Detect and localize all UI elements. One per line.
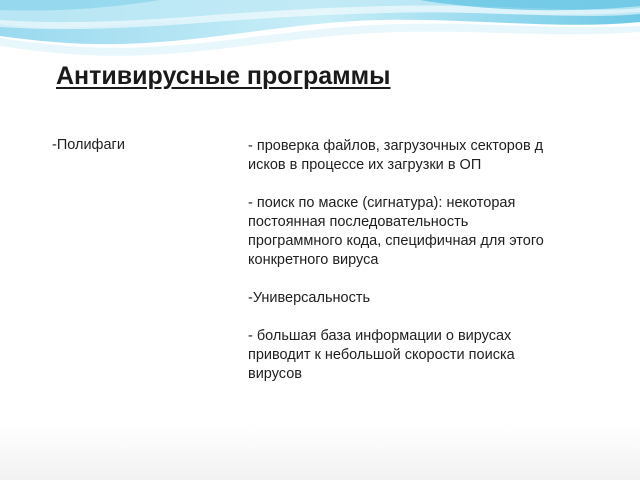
- text-line: - проверка файлов, загрузочных секторов д: [248, 138, 544, 154]
- wave-decoration: [0, 0, 640, 70]
- text-line: - поиск по маске (сигнатура): некоторая: [248, 195, 516, 211]
- description-block-database: [248, 327, 583, 384]
- text-line: - большая база информации о вирусах: [248, 328, 512, 344]
- text-line: постоянная последовательность: [248, 214, 469, 230]
- description-block-signature: [248, 194, 583, 270]
- category-label: -Полифаги: [52, 137, 125, 153]
- text-line: программного кода, специфичная для этого: [248, 233, 544, 249]
- text-line: исков в процессе их загрузки в ОП: [248, 157, 482, 173]
- slide-title: Антивирусные программы: [56, 62, 391, 90]
- description-block-universality: [248, 289, 583, 308]
- text-line: вирусов: [248, 366, 302, 382]
- description-block-files: [248, 137, 583, 175]
- text-line: приводит к небольшой скорости поиска: [248, 347, 515, 363]
- text-line: -Универсальность: [248, 290, 371, 306]
- description-column: [248, 137, 583, 403]
- text-line: конкретного вируса: [248, 252, 379, 268]
